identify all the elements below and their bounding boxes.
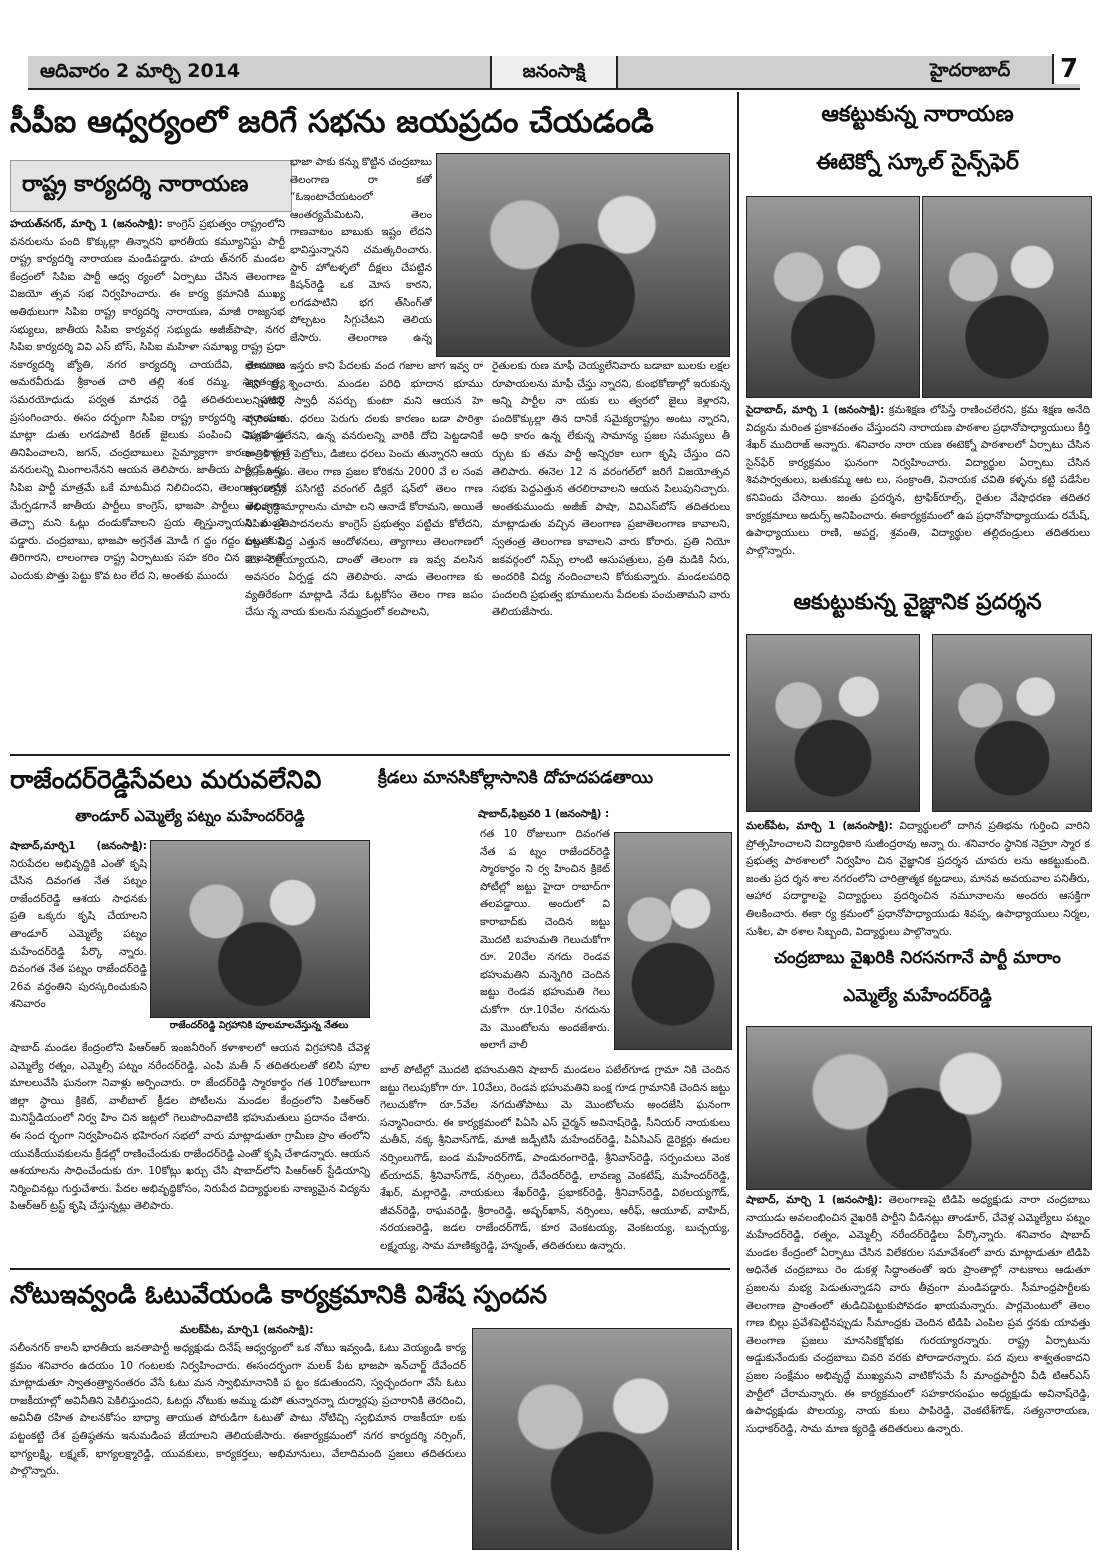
chandrababu-subhead: ఎమ్మెల్యే మహేందర్‌రెడ్డి (843, 986, 992, 1006)
science-body-text: విద్యార్థులలో దాగిన ప్రతిభను గుర్తించి వారిని ప్రోత్సహించాలని విద్యాధికారి సుజీంద్రరావు అన్నా రు. శనివారం స్థానిక నెహ్రూ స్మార క ప్రభుత్వ పాఠశాలలో నిర్వహిం చిన వైజ్ఞానిక ప్రదర్శన చూపరు లను ఆకట్టుకుంది. జంతు ప్రద ర్శన శాల నగరంలోని చారిత్రాత్మక కట్టడాలు, మానవ అవయవాల పనితీరు, ఆహార పదార్థాలపై విద్యార్థులు ప్రదర్శించిన నమూనాలను అందరు ఆసక్తిగా తిలకించారు. ఈకా ర్య క్రమంలో ప్రధానోపాధ్యాయుడు శివప్ప, ఉపాధ్యాయులు నిర్మల, సుశీల, పా ఠశాల సిబ్బంది, విద్యార్థులు పాల్గొన్నారు. (746, 820, 1090, 938)
page-number: 7 (1052, 54, 1084, 84)
sports-headline: క్రీడలు మానసికోల్లాసానికి దోహదపడతాయి (378, 768, 654, 788)
rajendar-photo-caption: రాజేందర్‌రెడ్డి విగ్రహానికి పూలమాలవేస్తున్న నేతలు (150, 1018, 368, 1034)
newspaper-logo: జనంసాక్షి (490, 56, 618, 88)
cpi-col3: రైతులకు రుణ మాఫీ చెయ్యలేనివారు బడాబా బులకు లక్షల రూపాయలను మాఫీ చేస్తు న్నారని, కుంభకోణాల్లో ఇరుకున్న అన్ని పార్టీల నా యకు లు త్వరలో జైలు కెళ్లారని, పందికొక్కుల్లా తిన దానికే సమైక్యరాష్ట్రం అంటు న్నారని, అధి కారం ఉన్న లేకున్న సామాన్య ప్రజల సమస్యలు తీ ర్చుట కు తమ పార్టీ అన్నిరకా లుగా కృషి చేస్తుం దని తెలిపారు. ఈనెల 12 న వరంగల్‌లో జరిగే విజయోత్సవ సభకు పెద్దఎత్తున తరలిరావాలని ఆయన పిలుపునిచ్చారు. అంతకుముందు అజీజ్ పాషా, వివిఎస్‌బోస్ తదితరులు మాట్లాడుతు వచ్చిన తెలంగాణ ప్రజాతెలంగాణ కావాలని, స్వతంత్ర తెలంగాణ కావాలని వారు కోరారు. ప్రతి నియో జకవర్గంలో నిమ్స్ లాంటి ఆసుపత్రులు, ప్రతి మడికి నీరు, అందరికి విద్య నందించాలని కోరుకున్నారు. మండలపరిధి పందలది ప్రభుత్వ భూములను పేదలకు పంచుతామని వారు తెలియజేసారు. (492, 360, 730, 619)
sports-body-wide: బాల్ పోటీల్లో మొదటి భహుమతిని షాబాద్ మండలం పటేల్‌గూడ గ్రామా నికి చెందిన జట్టు గెలుపుకోగా రూ. 10వేలు, రెండవ భహుమతిని బంక్ష గూడ గ్రామానికి చెందిన జట్టు గెలుచుకోగా రూ.5వేల నగదుతోపాటు మె మొంటోలను అందజేసి ఘనంగా సన్మానించారు. ఈ కార్యక్రమంలో పిఏసి ఎస్ చైర్మన్ అవినాష్‌రెడ్డి, సీనియర్ నాయకులు మతీన్, నక్క శ్రీనివాస్‌గౌడ్, మాజీ జడ్పీటిసీ మహేందర్‌రెడ్డి, పిఏసిఎస్ డైరెక్టర్లు ఈదుల నర్సింలుగౌడ్, బండ మహేందర్‌గౌడ్, పాండురంగారెడ్డి, శ్రీనివాస్‌రెడ్డి, సర్పంచులు వెంక ట్‌యాదవ్, శ్రీనివాస్‌గౌడ్, నర్సింలు, దేవేందర్‌రెడ్డి, లావణ్య వెంకటేష్, మహేందర్‌రెడ్డి, శేఖర్, మల్లారెడ్డి, నాయకులు శేఖర్‌రెడ్డి, ప్రభాకర్‌రెడ్డి, శ్రీనివాస్‌రెడ్డి, విఠలయ్యగౌడ్, జీవన్‌రెడ్డి, రాఘవరెడ్డి, శ్రీరాంరెడ్డి, అష్ఫర్‌ఖాన్, నర్సింలు, ఆరీఫ్, ఆయూబ్, వాహిద్, నరయణరెడ్డి, జడల రాజేందర్‌గౌడ్, కూర వెంకటయ్య, వెంకటయ్య, బుచ్చయ్య, లక్ష్మయ్య, సామ మాణిక్యరెడ్డి, హన్మంత్, తదితరులు ఉన్నారు. (380, 1064, 730, 1252)
school-headline-line1: ఆకట్టుకున్న నారాయణ (821, 102, 1014, 127)
sports-body-narrow: గత 10 రోజులుగా దివంగత నేత ప ట్నం రాజేందర్‌రెడ్డి స్మారకార్థం ని ర్వ హించిన క్రికెట్ పోటీల్లో జట్టు హైదా రాబాద్‌గా తలపడ్డాయి. అందులో వి కారాబాద్‌కు చెందిన జట్టు మొదటి బహుమతి గెలుచుకోగా రూ. 20వేల నగదు రెండవ భహుమతిని మన్నెగిరి చెందిన జట్టు రెండవ భహుమతి గెలు చుకోగా రూ.10వేల నగదును మె మొంటోలను అందజేశారు. అలాగే వాలీ (480, 828, 610, 1052)
science-headline: ఆకుట్టుకున్న వైజ్ఞానిక ప్రదర్శన (793, 590, 1042, 615)
chandrababu-photo (746, 1026, 1092, 1190)
cpi-headline: సీపీఐ ఆధ్వర్యంలో జరిగే సభను జయప్రదం చేయడండి (10, 104, 654, 140)
science-body (746, 818, 1090, 942)
sports-photo (614, 832, 732, 1050)
science-photo-1 (746, 634, 920, 812)
school-dateline: సైదాబాద్, మార్చి 1 (జనంసాక్షి): (746, 404, 885, 416)
masthead (0, 0, 1100, 90)
chandrababu-body-text: తెలంగాణపై టిడిపి అధ్యక్షుడు నారా చంద్రబాబు నాయుడు అవలంభించిన వైఖరికి పార్టీని వీడినట్లు తాండూర్, చేవెళ్ల ఎమ్మెల్యేలు పట్నం మహేందర్‌రెడ్డి, రత్నం, ఎమ్మెల్సీ నరేందర్‌రెడ్డిలు పేర్కొన్నారు. శనివారం షాబాద్ మండల కేంద్రంలో ఏర్పాటు చేసిన విలేకరుల సమావేశంలో వారు మాట్లాడుతూ టిడిపి అధినేత చంద్రబాబు రెం డుకళ్ల సిద్ధాంతంతో ఇరు ప్రాంతాల్లో నాటకాలు ఆడుతూ ప్రజలను మభ్య పెడుతున్నాడని వారు తీవ్రంగా మండిపడ్డారు. సీమాంధ్రపార్టీలకు తెలంగాణ ప్రాంతంలో తుడిచిపెట్టుకుపోవడం ఖాయమన్నారు. పార్లమెంటులో తెలం గాణ బిల్లు ప్రవేశపెట్టినప్పుడు సీమాంధ్రకు చెందిన టిడిపి ఎంపిల ప్రవ ర్తనకు యావత్తు తెలంగాణ ప్రజలు మానసికక్షోభకు గురయ్యారన్నారు. రాష్ట్ర ఏర్పాటును అడ్డుకునేందుకు చంద్రబాబు చివరి వరకు పోరాడారన్నారు. పద వులు శాశ్వతంకాదని ప్రజల సంక్షేమం అభివృద్ధే ముఖ్యమని వాటికోసమే సీ మాంధ్రపార్టీని వీడి టిఆర్ఎస్ పార్టీలో చేరామన్నారు. ఈ కార్యక్రమంలో సహకారసంఘం అధ్యక్షుడు అవినాష్‌రెడ్డి, ఉపాధ్యక్షుడు పొలయ్య, నాయ కులు పాపిరెడ్డి, వెంకటేశ్‌గౌడ్, సత్యనారాయణ, సుధాకర్‌రెడ్డి, సామ మాణ క్యరెడ్డి తదితరులు ఉన్నారు. (746, 1194, 1090, 1435)
science-photo-2 (932, 634, 1092, 812)
edition-city: హైదరాబాద్ (930, 60, 1011, 81)
note-headline: నోటుఇవ్వండి ఓటువేయండి కార్యక్రమానికి విశేష స్పందన (10, 1280, 548, 1309)
chandrababu-body (746, 1192, 1090, 1548)
science-dateline: మలక్‌పేట, మార్చి 1 (జనంసాక్షి): (746, 820, 893, 832)
section-divider (10, 1268, 730, 1270)
school-body (746, 402, 1090, 580)
cpi-col1-text: కాంగ్రెస్ ప్రభుత్వం రాష్ట్రంలోని వనరులను పంది కొక్కుల్లా తిన్నారని భారతీయ కమ్యూనిస్టు పార్టీ రాష్ట్ర కార్యదర్శి నారాయణ మండిపడ్డారు. హయ త్‌నగర్ మండల కేంద్రంలో సిపిఐ పార్టీ ఆధ్వ ర్యంలో ఏర్పాటు చేసిన తెలంగాణ విజయో త్సవ సభ నిర్వహించారు. ఈ కార్య క్రమానికి ముఖ్య అతిథులుగా సిపిఐ రాష్ట్ర కార్యదర్శి నారాయణ, మాజీ రాజ్యసభ సభ్యులు, జాతీయ సిపిఐ కార్యవర్గ సభ్యుడు అజీజ్‌పాషా, నగర సిపిఐ కార్యదర్శి వివి ఎస్ బోస్, సిపిఐ మహిళా సమాఖ్య రాష్ట్ర ప్రధా నకార్యదర్శి జ్యోతి, నగర కార్యదర్శి చాయదేవి, తెలంగాణ అమరవీరుడు శ్రీకాంత చారి తల్లి శంక రమ్మ, స్వాతంత్ర్య సమరయోధుడు పర్వత మాధవ రెడ్డి తదితరులు హాజరై ప్రసంగించారు. ఈసం దర్బంగా సిపిఐ రాష్ట్ర కార్యదర్శి నారాయణ మాట్లా డుతు లగడపాటి కిరణ్ జైలుకు పంపించి చిప్పకూడు తినిపించాలని, జగన్, చంద్రబాబులు సైమ్యాక్రాగా కారణం రాష్ట్ర వనరులన్ని మింగాలనేనని ఆయన తెలిపారు. జాతీయ పార్టీల్లో ఒక్క సిపిఐ పార్టీ మాత్రమే ఒకే మాటమీద నిలిచిందని, తెలంగాణ రాష్ట్ర మేర్పడగానే జాతీయ పార్టీలు కాంగ్రెస్, భాజపా పార్టీలు తెలంగాణ తెచ్చా మని ఓట్లు దండుకోవాలని ప్రయ త్నిస్తున్నాయని మండి పడ్డారు. చంద్రబాబు, భాజపా అగ్రనేత మోడీ గ ద్దం గద్దం పట్టు కుని తిరిగారని, లాలంగాణ రాష్ట్ర ఏర్పాటుకు సహ కరిం చిన భాజపాతో ఎందుకు పొత్తు పెట్టు కొవ టం లేద ని, అంతకు ముందు (10, 218, 285, 582)
note-photo (472, 1328, 732, 1550)
school-photo-1 (746, 196, 920, 398)
cpi-body-col1 (10, 216, 285, 748)
rajendar-headline: రాజేందర్‌రెడ్డిసేవలు మరువలేనివి (10, 765, 322, 794)
rajendar-body-narrow (10, 838, 147, 1036)
cpi-col2b: భూములు ఇస్తరు కాని పేదలకు వంద గజాల జాగ ఇవ్వ రా అని ప్ర శ్నించారు. మండల పరిధి భూదాన భూము లన్నింటిని స్వాధీ నపర్చు కుంటా మని ఆయన హె చ్చరించారు. ధరలు పెరుగు దలకు కారణం బడా పారిశ్రా మికవే త్తలేనని, ఉన్న వనరులన్ని వారికి దోచి పెట్టడానికే రాత్రికి రాత్రే పెట్రోలు, డిజిలు ధరలు పెంచు తున్నారని ఆయ న అన్నారు. తెలం గాణ ప్రజల కోరికను 2000 వే ల సంవ త్సరంలోనే పసిగట్టి వరంగల్ డిక్లరే షన్‌లో తెలం గాణ అభివృద్ధి మార్గాలను చూపా లని ఆనాడే కోరామని, అయితే సిపిఐ ప్రతిపాదనలను కాంగ్రెస్ ప్రభుత్వం పట్టిచు కోలేదని, దాంతో పెద్ద ఎత్తున ఆందోళనలు, త్యాగాలు తెలంగాణలో మొ దలైయ్యాయని, దాంతో తెలంగా ణ ఇవ్వ వలసిన అవసరం ఏర్పడ్డ దని తెలిపారు. నాడు తెలంగాణ కు వ్యతిరేకంగా మాట్లాడి నేడు ఓట్లకోసం తెలం గాణ జపం చేసు న్న నాయ కులను సమ్మద్రంలో కలపాలని, (245, 360, 483, 619)
note-body: సలీంనగర్ కాలనీ భారతీయ జనతాపార్టీ అధ్యక్షుడు దినేష్ ఆధ్వర్యంలో ఒక నోటు ఇవ్వండి, ఓటు వెయ్యండి కార్య క్రమం శనివారం ఉదయం 10 గంటలకు నిర్వహించారు. ఈసందర్భంగా మలక్ పేట భాజపా ఇన్‌చార్జ్ దేవేందర్ మాట్లాడుతూ స్వాతంత్ర్యానంతరం వేసే ఓటు మన స్వాభిమానానికి ప ట్టం కడుతుందని, స్వచ్ఛందంగా వేసే ఓటు రాజకీయాల్లో అవినీతిని పెకిలిస్తుందని, ఓటర్లు నోటుకు అమ్ము డుపో తున్నారన్నా దుర్మార్గపు ప్రచారానికి తెరదించి, అవినీతి రహిత పాలనకోసం బాధ్యా తాయుత పోరుడిగా ఓటుతో పాటు నోటిచ్చి స్వభిమాన రాజకీయా లకు పట్టంకట్టి దేశ ప్రతిష్ఠతను ఇనుమడింప జేయాలని తెలియజేసారు. ఈకార్యక్రమంలో నగర కార్యదర్శి నర్సింగ్, భాగ్యలక్ష్మి, లక్ష్మణ్, భాగ్యలక్ష్మారెడ్డి, యువకులు, కార్యకర్తలు, అభిమానులు, వేలాదిమంది ప్రజలు తదితరులు పాల్గొన్నారు. (10, 1342, 466, 1478)
rajendar-narrow-text: నిరుపేదల అభివృద్ధికి ఎంతో కృషి చేసిన దివంగత నేత పట్నం రాజేందర్‌రెడ్డి ఆశయ సాధనకు ప్రతి ఒక్కరు కృషి చేయాలని తాండూర్ ఎమ్మెల్యే పట్నం మహేందర్‌రెడ్డి పేర్కొ న్నారు. దివంగత నేత పట్నం రాజేందర్‌రెడ్డి 26వ వర్ధంతిని పురస్కరించుకుని శనివారం (10, 857, 147, 1011)
rajendar-dateline: షాబాద్,మార్చి1 (జనంసాక్షి): (10, 840, 147, 852)
cpi-dateline: హయత్‌నగర్, మార్చి 1 (జనంసాక్షి): (10, 218, 163, 230)
sports-dateline: షాబాద్,ఫిబ్రవరి 1 (జనంసాక్షి) : (478, 808, 610, 820)
chandrababu-headline: చంద్రబాబు వైఖరికి నిరసనగానే పార్టీ మారాం (774, 948, 1061, 968)
section-divider (10, 754, 730, 756)
rajendar-photo (150, 840, 370, 1018)
school-headline-line2: ఈటెక్నో స్కూల్ సైన్స్‌ఫెర్ (816, 150, 1019, 175)
school-body-text: క్రమశిక్షణ లోపిస్తే రాణించలేరని, క్రమ శిక్షణ అనేది విద్యను మరింత ప్రకాశవంతం చేస్తుందని నారాయణ పాఠశాల ప్రధానోపాధ్యాయులు కీర్తి శేఖర్ ముదిరాజ్ అన్నారు. శనివారం నారా యణ ఈటెక్నో పాఠశాలలో ఏర్పాటు చేసిన సైన్‌ఫేర్ కార్యక్రమం ఘనంగా నిర్వహించారు. విద్యార్థుల ఏర్పాటు చేసిన శివపార్వతులు, బతుకమ్మ ఆట లు, సంక్రాంతి, వినాయక చవితి కళ్ళను కట్టి పడేసేల కనివిందు చేసాయి. జంతు ప్రదర్శన, ట్రాఫిక్‌రూల్స్, రైతుల వేషాధరణ తదితర కార్యక్రమాలు అదుర్స్ అనిపించారు. ఈకార్యక్రమంలో ఉప ప్రధానోపాధ్యాయుడు రమేష్, ఉపాధ్యాయులు రాణి, అపర్ణ, శ్రవంతి, విద్యార్థుల తల్లిదండ్రులు తదితరులు పాల్గొన్నారు. (746, 404, 1090, 557)
cpi-col2a: భాజా పాకు కన్ను కొట్టిన చంద్రబాబు తెలంగాణ రా కతో “ఓఇంటాచేయటంలో ఆంతర్యమేమిటని, తెలం గాణవాటం బాబుకు ఇష్టం లేదని భావిస్తున్నానని చమత్కరించారు. స్టార్ హోటళ్ళలో దీక్షలు చేపట్టిన కిషన్‌రెడ్డి ఒక మోస కారని, లగడపాటిని భగ త్‌సింగ్‌తో పోల్చటం సిగ్గుచేటని తెలియ జేసారు. తెలంగాణ ఉన్న (290, 156, 432, 344)
column-divider (737, 92, 739, 1550)
issue-date: ఆదివారం 2 మార్చి 2014 (40, 60, 241, 82)
rajendar-body-wide: షాబాద్ మండల కేంద్రంలోని పిఆర్‌ఆర్ ఇంజనీరింగ్ కళాశాలలో ఆయన విగ్రహానికి చేవెళ్ల ఎమ్మెల్యే రత్నం, ఎమ్మెల్సీ పట్నం నరేందర్‌రెడ్డి, ఎంపి మతీ న్ తదితరులతో కలిసి పూల మాలలువేసి ఘనంగా నివాళ్లు అర్పించారు. రా జేందర్‌రెడ్డి స్మారకార్థం గత 10రోజులుగా జిల్లా స్థాయి క్రికెట్, వాలీబాల్ క్రీడల పోటీలను మండల కేంద్రంలోని పిఆర్‌ఆర్ మినిస్టేడియంలో నిర్వ హిం చిన జట్లలో గెలుపొందివాటికి భహుమతులు ప్రదానం చేశారు. ఈ సంద ర్భంగా నిర్వహించిన భహిరంగ సభలో వారు మాట్లాడుతూ గ్రామీణ ప్రాం తంలోని యువకీయువకులను క్రీడల్లో రాణించేందుకు రాజేందర్‌రెడ్డి ఎంతో కృషి చేశాడన్నారు. ఆయన ఆశయాలను సాధించేందుకు రూ. 10కోట్లు ఖర్చు చేసి షాబాద్‌లోని పిఆర్‌ఆర్ స్టేడియాన్ని నిర్మించినట్లు గుర్తుచేశారు. పేదల అభివృద్ధికోసం, నిరుపేద విద్యార్థులకు నాణ్యమైన విద్యను పిఆర్‌ఆర్ ట్రస్ట్ కృషి చేస్తున్నట్లు తెలిపారు. (10, 1042, 370, 1213)
chandrababu-dateline: షాబాద్, మార్చి 1 (జనంసాక్షి): (746, 1194, 883, 1206)
note-dateline: మలక్‌పేట, మార్చి1 (జనంసాక్షి): (180, 1324, 314, 1336)
rajendar-subhead: తాండూర్ ఎమ్మెల్యే పట్నం మహేందర్‌రెడ్డి (75, 807, 305, 825)
cpi-subhead: రాష్ట్ర కార్యదర్శి నారాయణ (22, 172, 249, 197)
school-photo-2 (922, 196, 1092, 398)
cpi-photo (436, 153, 730, 357)
